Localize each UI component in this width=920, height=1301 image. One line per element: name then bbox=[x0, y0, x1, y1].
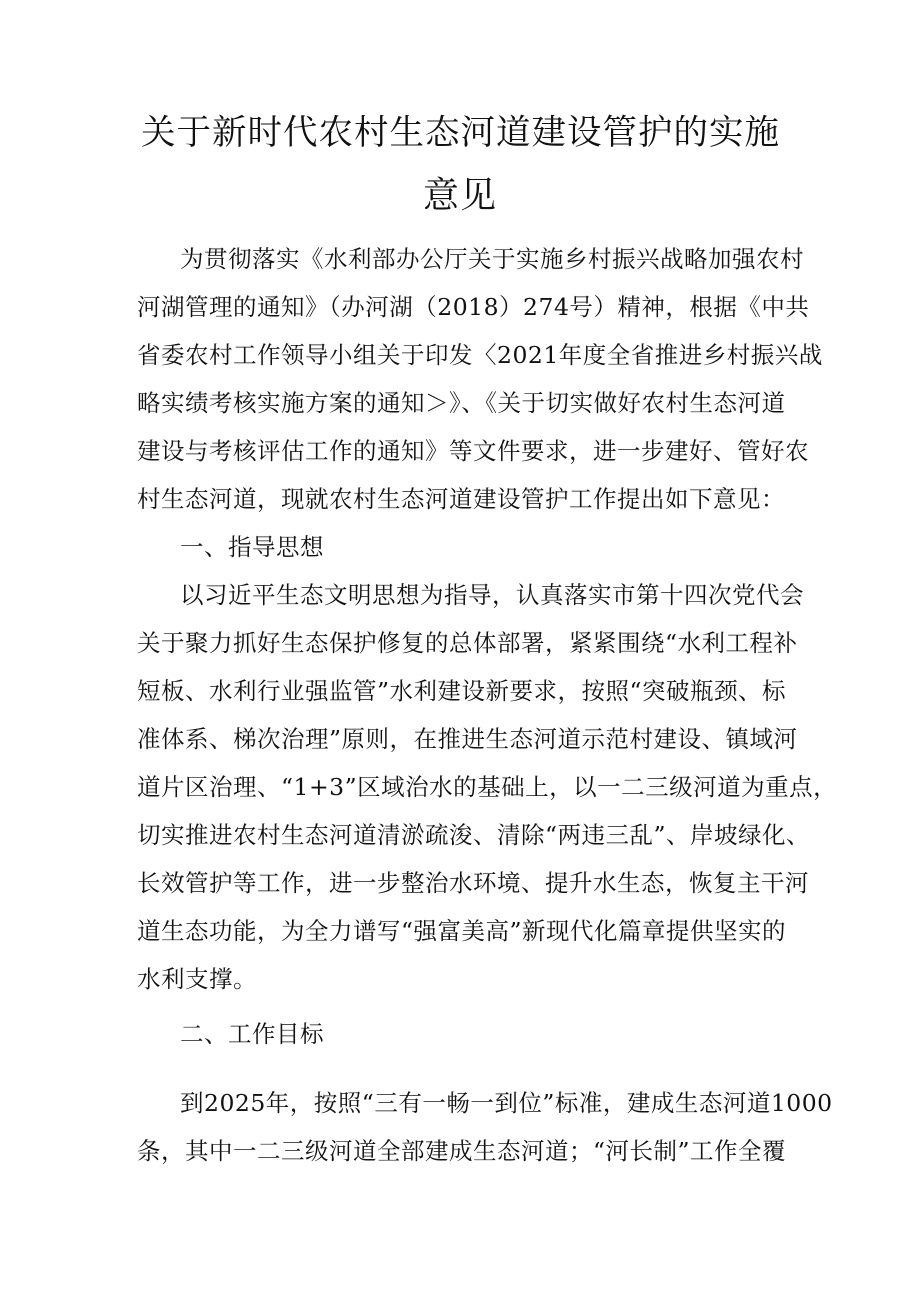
intro-paragraph-line: 村生态河道，现就农村生态河道建设管护工作提出如下意见： bbox=[137, 485, 785, 513]
document-title-line-1: 关于新时代农村生态河道建设管护的实施 bbox=[141, 113, 780, 153]
guiding-paragraph-line: 道片区治理、“1+3”区域治水的基础上，以一二三级河道为重点， bbox=[137, 773, 838, 801]
guiding-paragraph-line: 关于聚力抓好生态保护修复的总体部署，紧紧围绕“水利工程补 bbox=[137, 629, 798, 657]
section-heading-guiding-thought: 一、指导思想 bbox=[180, 533, 324, 561]
intro-paragraph-line: 略实绩考核实施方案的通知＞》、《关于切实做好农村生态河道 bbox=[137, 389, 786, 417]
guiding-paragraph-line: 道生态功能，为全力谱写“强富美高”新现代化篇章提供坚实的 bbox=[137, 917, 787, 945]
section-heading-work-goals: 二、工作目标 bbox=[180, 1020, 324, 1048]
intro-paragraph-line: 建设与考核评估工作的通知》等文件要求，进一步建好、管好农 bbox=[137, 437, 809, 465]
intro-paragraph-line: 为贯彻落实《水利部办公厅关于实施乡村振兴战略加强农村 bbox=[180, 245, 804, 273]
guiding-paragraph-line: 以习近平生态文明思想为指导，认真落实市第十四次党代会 bbox=[180, 581, 804, 609]
goals-paragraph-line: 条，其中一二三级河道全部建成生态河道；“河长制”工作全覆 bbox=[137, 1137, 787, 1165]
intro-paragraph-line: 河湖管理的通知》（办河湖（2018）274号）精神，根据《中共 bbox=[137, 293, 810, 321]
guiding-paragraph-line: 切实推进农村生态河道清淤疏浚、清除“两违三乱”、岸坡绿化、 bbox=[137, 821, 811, 849]
goals-paragraph-line: 到2025年，按照“三有一畅一到位”标准，建成生态河道1000 bbox=[180, 1089, 833, 1117]
document-title-line-2: 意见 bbox=[423, 175, 498, 216]
guiding-paragraph-line: 水利支撑。 bbox=[137, 965, 257, 993]
intro-paragraph-line: 省委农村工作领导小组关于印发〈2021年度全省推进乡村振兴战 bbox=[137, 341, 823, 369]
guiding-paragraph-line: 准体系、梯次治理”原则，在推进生态河道示范村建设、镇域河 bbox=[137, 725, 798, 753]
guiding-paragraph-line: 长效管护等工作，进一步整治水环境、提升水生态，恢复主干河 bbox=[137, 869, 809, 897]
guiding-paragraph-line: 短板、水利行业强监管”水利建设新要求，按照“突破瓶颈、标 bbox=[137, 677, 787, 705]
